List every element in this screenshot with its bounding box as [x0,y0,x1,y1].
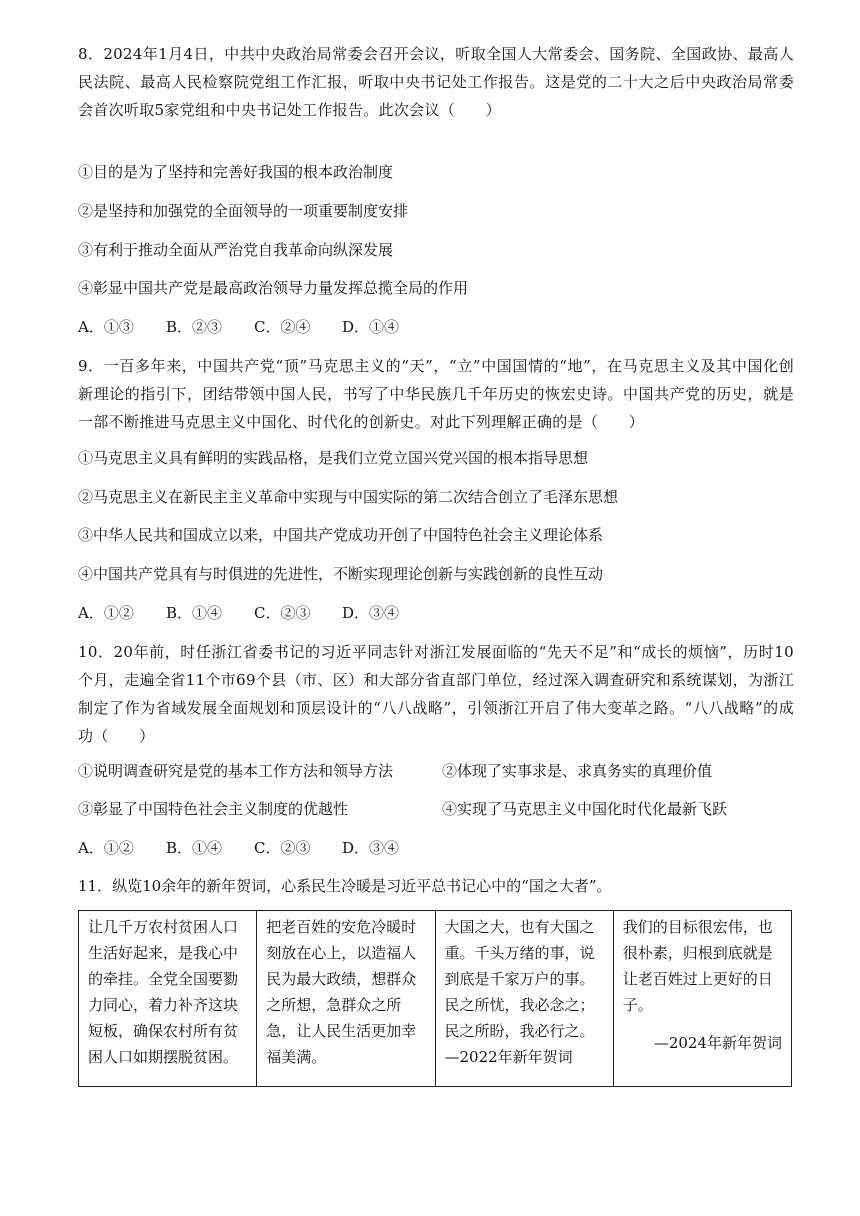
question-9-stem: 9．一百多年来，中国共产党“顶”马克思主义的“天”，“立”中国国情的“地”，在马克思主义及其中国化创新理论的指引下，团结带领中国人民，书写了中华民族几千年历史的恢宏史诗。中国共产党的历史，就是一部不断推进马克思主义中国化、时代化的创新史。对此下列理解正确的是（ ） [78,357,794,431]
new-year-quotes-table [78,910,792,1087]
answer-a: A．①② [78,604,134,622]
table-row [79,911,792,1087]
answer-a: A．①③ [78,318,134,336]
answer-b: B．①④ [166,839,223,857]
question-9-answers [78,602,430,624]
answer-b: B．①④ [166,604,223,622]
quote-cell-3 [435,911,613,1087]
answer-d: D．③④ [342,839,400,857]
question-8-option-2: ②是坚持和加强党的全面领导的一项重要制度安排 [78,202,409,220]
quote-text: 把老百姓的安危冷暖时刻放在心上，以造福人民为最大政绩，想群众之所想，急群众之所急，让人民生活更加幸福美满。 [266,918,417,1066]
quote-source: —2024年新年贺词 [653,1034,782,1052]
answer-d: D．①④ [342,318,400,336]
quote-source: —2022年新年贺词 [444,1048,573,1066]
quote-cell-2 [257,911,435,1087]
quote-cell-4 [613,911,791,1087]
question-10-option-3: ③彰显了中国特色社会主义制度的优越性 [78,800,349,818]
quote-cell-1 [79,911,257,1087]
question-10-option-4: ④实现了马克思主义中国化时代化最新飞跃 [442,800,728,818]
question-10-stem: 10．20年前，时任浙江省委书记的习近平同志针对浙江发展面临的“先天不足”和“成长的烦恼”，历时10个月，走遍全省11个市69个县（市、区）和大部分省直部门单位，经过深入调查研究和系统谋划，为浙江制定了作为省域发展全面规划和顶层设计的“八八战略”，引领浙江开启了伟大变革之路。“八八战略”的成功（ ） [78,643,794,745]
question-8-stem: 8．2024年1月4日，中共中央政治局常委会召开会议，听取全国人大常委会、国务院、全国政协、最高人民法院、最高人民检察院党组工作汇报，听取中央书记处工作报告。这是党的二十大之后中央政治局常委会首次听取5家党组和中央书记处工作报告。此次会议（ ） [78,45,794,119]
answer-b: B．②③ [166,318,223,336]
question-10-option-1: ①说明调查研究是党的基本工作方法和领导方法 [78,762,394,780]
question-8-option-3: ③有利于推动全面从严治党自我革命向纵深发展 [78,241,394,259]
question-9-option-2: ②马克思主义在新民主主义革命中实现与中国实际的第二次结合创立了毛泽东思想 [78,488,619,506]
answer-c: C．②④ [254,318,311,336]
answer-d: D．③④ [342,604,400,622]
quote-text: 大国之大，也有大国之重。千头万绪的事，说到底是千家万户的事。民之所忧，我必念之；民之所盼，我必行之。 [444,918,595,1040]
question-9-option-1: ①马克思主义具有鲜明的实践品格，是我们立党立国兴党兴国的根本指导思想 [78,449,589,467]
question-9-option-3: ③中华人民共和国成立以来，中国共产党成功开创了中国特色社会主义理论体系 [78,526,604,544]
quote-text: 让几千万农村贫困人口生活好起来，是我心中的牵挂。全党全国要勠力同心，着力补齐这块短板，确保农村所有贫困人口如期摆脱贫困。 [88,918,239,1066]
quote-text: 我们的目标很宏伟，也很朴素，归根到底就是让老百姓过上更好的日子。 [622,918,773,1014]
question-8-option-1: ①目的是为了坚持和完善好我国的根本政治制度 [78,163,394,181]
question-8-answers [78,316,430,338]
question-8-option-4: ④彰显中国共产党是最高政治领导力量发挥总揽全局的作用 [78,279,469,297]
question-10-option-2: ②体现了实事求是、求真务实的真理价值 [442,762,713,780]
answer-c: C．②③ [254,604,311,622]
question-9-option-4: ④中国共产党具有与时俱进的先进性，不断实现理论创新与实践创新的良性互动 [78,565,604,583]
answer-c: C．②③ [254,839,311,857]
question-10-answers [78,837,430,859]
question-11-stem: 11．纵览10余年的新年贺词，心系民生冷暖是习近平总书记心中的“国之大者”。 [78,877,612,895]
answer-a: A．①② [78,839,134,857]
